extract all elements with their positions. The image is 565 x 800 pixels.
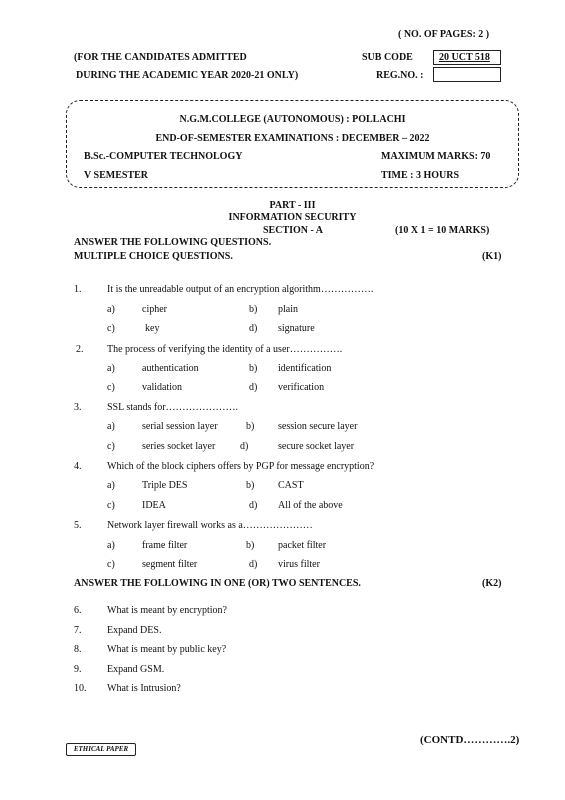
- question-number: 6.: [74, 605, 82, 616]
- option-text: secure socket layer: [278, 441, 355, 452]
- option-text: cipher: [142, 304, 167, 315]
- sub-code-value: 20 UCT 518: [439, 52, 490, 63]
- sub-code-label: SUB CODE: [362, 52, 413, 63]
- option-text: session secure layer: [278, 421, 358, 432]
- section-marks: (10 X 1 = 10 MARKS): [395, 225, 490, 236]
- option-label: d): [249, 500, 258, 511]
- option-text: verification: [278, 382, 325, 393]
- option-label: d): [249, 559, 258, 570]
- option-text: identification: [278, 363, 332, 374]
- question-text: What is Intrusion?: [107, 683, 181, 694]
- question-number: 8.: [74, 644, 82, 655]
- option-text: Triple DES: [142, 480, 188, 491]
- option-text: serial session layer: [142, 421, 218, 432]
- option-text: frame filter: [142, 540, 188, 551]
- option-label: b): [249, 304, 258, 315]
- option-text: authentication: [142, 363, 199, 374]
- option-label: a): [107, 540, 115, 551]
- option-label: b): [246, 421, 255, 432]
- option-label: a): [107, 421, 115, 432]
- subject-title: INFORMATION SECURITY: [228, 212, 357, 223]
- question-number: 3.: [74, 402, 82, 413]
- option-text: IDEA: [142, 500, 166, 511]
- question-number: 10.: [74, 683, 87, 694]
- question-number: 4.: [74, 461, 82, 472]
- option-label: b): [246, 480, 255, 491]
- semester: V SEMESTER: [84, 170, 149, 181]
- option-text: key: [145, 323, 160, 334]
- college-name: N.G.M.COLLEGE (AUTONOMOUS) : POLLACHI: [179, 114, 406, 125]
- option-label: c): [107, 323, 115, 334]
- option-text: series socket layer: [142, 441, 216, 452]
- option-label: b): [246, 540, 255, 551]
- question-text: SSL stands for………………….: [107, 402, 239, 413]
- exam-time: TIME : 3 HOURS: [381, 170, 460, 181]
- question-number: 5.: [74, 520, 82, 531]
- question-text: The process of verifying the identity of a user…………….: [107, 344, 343, 355]
- k1-tag: (K1): [482, 251, 502, 262]
- option-label: a): [107, 480, 115, 491]
- option-label: d): [249, 323, 258, 334]
- option-label: c): [107, 500, 115, 511]
- question-text: Network layer firewall works as a…………………: [107, 520, 313, 531]
- reg-no-field[interactable]: [433, 67, 501, 82]
- programme: B.Sc.-COMPUTER TECHNOLOGY: [84, 151, 243, 162]
- exam-title: END-OF-SEMESTER EXAMINATIONS : DECEMBER – 2022: [155, 133, 430, 144]
- question-number: 9.: [74, 664, 82, 675]
- option-text: packet filter: [278, 540, 327, 551]
- question-text: What is meant by public key?: [107, 644, 227, 655]
- option-label: d): [249, 382, 258, 393]
- option-text: validation: [142, 382, 182, 393]
- sub-code-box: [433, 50, 501, 65]
- question-number: 7.: [74, 625, 82, 636]
- question-number: 1.: [74, 284, 82, 295]
- option-text: CAST: [278, 480, 304, 491]
- instruction-answer: ANSWER THE FOLLOWING QUESTIONS.: [74, 237, 272, 248]
- option-label: d): [240, 441, 249, 452]
- option-text: plain: [278, 304, 298, 315]
- option-text: virus filter: [278, 559, 320, 570]
- reg-no-label: REG.NO. :: [376, 70, 424, 81]
- no-of-pages: ( NO. OF PAGES: 2 ): [398, 29, 490, 40]
- ethical-paper-stamp: ETHICAL PAPER: [66, 743, 136, 756]
- k2-tag: (K2): [482, 578, 502, 589]
- question-number: 2.: [76, 344, 84, 355]
- question-text: Expand GSM.: [107, 664, 165, 675]
- question-text: What is meant by encryption?: [107, 605, 227, 616]
- instruction-short-answer: ANSWER THE FOLLOWING IN ONE (OR) TWO SENTENCES.: [74, 578, 361, 589]
- option-text: All of the above: [278, 500, 343, 511]
- option-text: segment filter: [142, 559, 198, 570]
- continued-note: (CONTD………….2): [420, 734, 520, 746]
- question-text: Which of the block ciphers offers by PGP for message encryption?: [107, 461, 375, 472]
- option-label: c): [107, 441, 115, 452]
- option-label: c): [107, 559, 115, 570]
- option-text: signature: [278, 323, 315, 334]
- candidates-line-1: (FOR THE CANDIDATES ADMITTED: [74, 52, 247, 63]
- option-label: b): [249, 363, 258, 374]
- option-label: c): [107, 382, 115, 393]
- question-text: It is the unreadable output of an encryption algorithm…………….: [107, 284, 374, 295]
- option-label: a): [107, 304, 115, 315]
- option-label: a): [107, 363, 115, 374]
- instruction-mcq: MULTIPLE CHOICE QUESTIONS.: [74, 251, 233, 262]
- section-label: SECTION - A: [263, 225, 324, 236]
- question-text: Expand DES.: [107, 625, 162, 636]
- max-marks: MAXIMUM MARKS: 70: [381, 151, 491, 162]
- part-label: PART - III: [269, 200, 316, 211]
- candidates-line-2: DURING THE ACADEMIC YEAR 2020-21 ONLY): [76, 70, 299, 81]
